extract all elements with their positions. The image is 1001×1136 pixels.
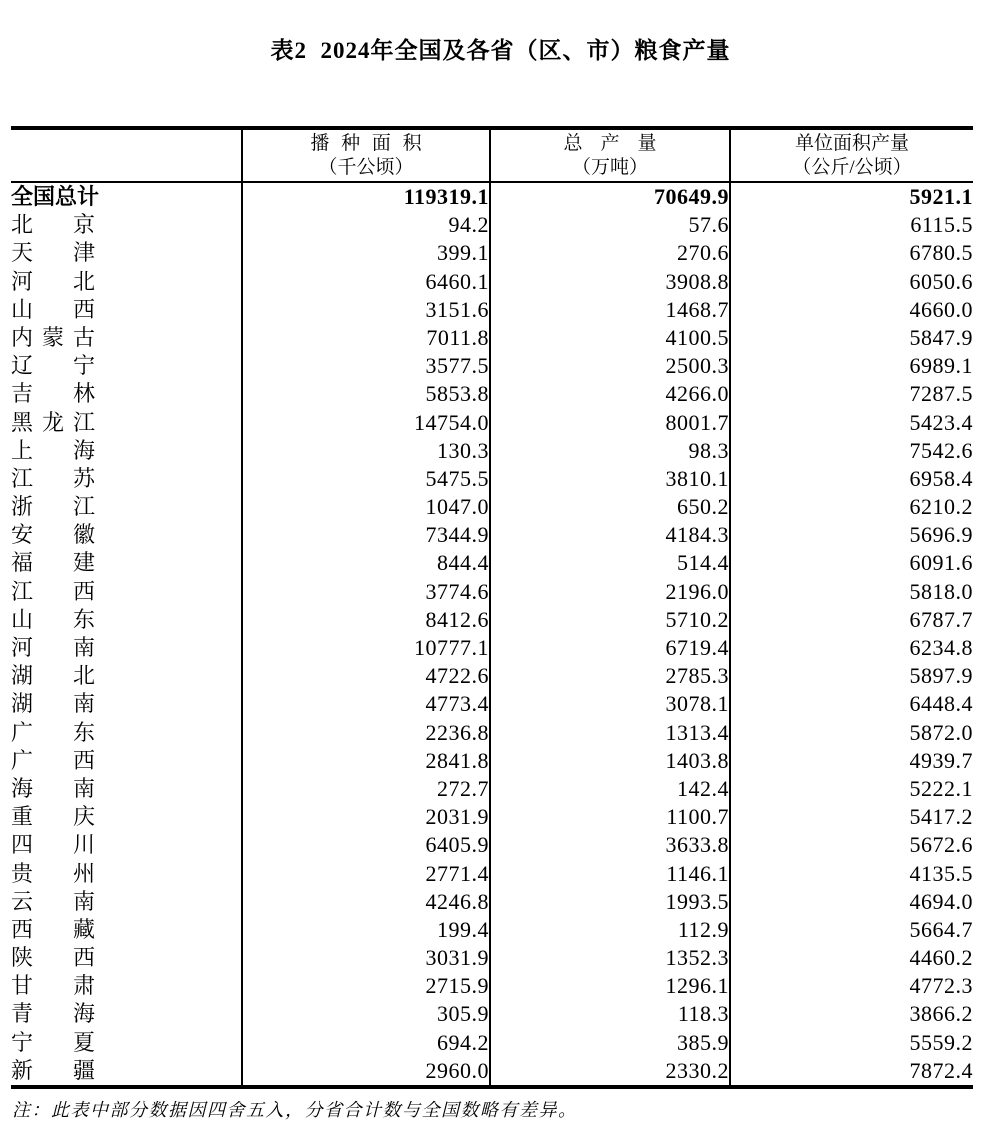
table-row xyxy=(11,268,973,296)
unit-yield-column-header xyxy=(730,128,973,182)
region-cell xyxy=(11,352,242,380)
unit-yield-value: 6448.4 xyxy=(730,690,973,718)
total-output-value: 1313.4 xyxy=(490,719,730,747)
table-row xyxy=(11,860,973,888)
unit-yield-value: 4939.7 xyxy=(730,747,973,775)
unit-yield-value: 6050.6 xyxy=(730,268,973,296)
unit-yield-value: 5423.4 xyxy=(730,409,973,437)
region-cell xyxy=(11,409,242,437)
region-name: 安徽 xyxy=(11,522,95,548)
sown-area-value: 694.2 xyxy=(242,1029,490,1057)
table-row xyxy=(11,662,973,690)
region-cell xyxy=(11,719,242,747)
footnote: 注：此表中部分数据因四舍五入，分省合计数与全国数略有差异。 xyxy=(12,1100,578,1120)
grain-production-table xyxy=(11,126,973,1089)
region-name: 江苏 xyxy=(11,465,95,491)
region-name: 湖北 xyxy=(11,663,95,689)
region-cell xyxy=(11,606,242,634)
unit-yield-value: 6780.5 xyxy=(730,239,973,267)
total-output-value: 1993.5 xyxy=(490,888,730,916)
total-output-value: 112.9 xyxy=(490,916,730,944)
region-cell xyxy=(11,1057,242,1087)
region-name: 天津 xyxy=(11,240,95,266)
sown-area-value: 7344.9 xyxy=(242,521,490,549)
total-output-value: 4266.0 xyxy=(490,380,730,408)
region-cell xyxy=(11,521,242,549)
total-output-value: 2330.2 xyxy=(490,1057,730,1087)
total-output-value: 2500.3 xyxy=(490,352,730,380)
region-cell xyxy=(11,944,242,972)
unit-yield-value: 5847.9 xyxy=(730,324,973,352)
sown-area-value: 4773.4 xyxy=(242,690,490,718)
region-name: 内蒙古 xyxy=(11,324,95,350)
total-output-value: 6719.4 xyxy=(490,634,730,662)
table-row xyxy=(11,803,973,831)
region-name: 新疆 xyxy=(11,1057,95,1083)
total-output-header-unit: （万吨） xyxy=(571,157,648,178)
total-output-value: 70649.9 xyxy=(490,182,730,211)
region-column-header xyxy=(11,128,242,182)
unit-yield-value: 5664.7 xyxy=(730,916,973,944)
total-output-value: 98.3 xyxy=(490,437,730,465)
total-output-value: 4184.3 xyxy=(490,521,730,549)
sown-area-value: 8412.6 xyxy=(242,606,490,634)
sown-area-value: 2031.9 xyxy=(242,803,490,831)
sown-area-value: 2771.4 xyxy=(242,860,490,888)
sown-area-value: 94.2 xyxy=(242,211,490,239)
region-name: 全国总计 xyxy=(11,184,100,209)
unit-yield-value: 5818.0 xyxy=(730,578,973,606)
sown-area-column-header xyxy=(242,128,490,182)
unit-yield-value: 4694.0 xyxy=(730,888,973,916)
unit-yield-value: 4135.5 xyxy=(730,860,973,888)
header-row xyxy=(11,128,973,182)
total-output-value: 118.3 xyxy=(490,1000,730,1028)
table-row xyxy=(11,944,973,972)
table-row xyxy=(11,352,973,380)
table-row xyxy=(11,719,973,747)
region-name: 西藏 xyxy=(11,916,95,942)
region-name: 上海 xyxy=(11,437,95,463)
table-row xyxy=(11,606,973,634)
sown-area-value: 3577.5 xyxy=(242,352,490,380)
sown-area-value: 10777.1 xyxy=(242,634,490,662)
region-name: 广西 xyxy=(11,747,95,773)
table-row xyxy=(11,409,973,437)
table-row xyxy=(11,831,973,859)
region-name: 广东 xyxy=(11,719,95,745)
total-output-value: 650.2 xyxy=(490,493,730,521)
total-output-value: 3078.1 xyxy=(490,690,730,718)
table-row xyxy=(11,296,973,324)
unit-yield-value: 5696.9 xyxy=(730,521,973,549)
sown-area-value: 7011.8 xyxy=(242,324,490,352)
sown-area-value: 305.9 xyxy=(242,1000,490,1028)
unit-yield-value: 6958.4 xyxy=(730,465,973,493)
unit-yield-value: 7542.6 xyxy=(730,437,973,465)
total-output-value: 3908.8 xyxy=(490,268,730,296)
region-cell xyxy=(11,690,242,718)
total-output-value: 1296.1 xyxy=(490,972,730,1000)
total-output-value: 514.4 xyxy=(490,549,730,577)
region-name: 吉林 xyxy=(11,381,95,407)
unit-yield-value: 4460.2 xyxy=(730,944,973,972)
table-row xyxy=(11,521,973,549)
total-output-value: 3810.1 xyxy=(490,465,730,493)
total-output-value: 270.6 xyxy=(490,239,730,267)
region-cell xyxy=(11,549,242,577)
unit-yield-value: 5417.2 xyxy=(730,803,973,831)
total-output-value: 2196.0 xyxy=(490,578,730,606)
unit-yield-value: 5672.6 xyxy=(730,831,973,859)
region-name: 重庆 xyxy=(11,804,95,830)
table-row xyxy=(11,493,973,521)
total-output-header-label: 总产量 xyxy=(563,133,675,154)
region-name: 陕西 xyxy=(11,945,95,971)
table-row xyxy=(11,1029,973,1057)
region-name: 山东 xyxy=(11,606,95,632)
region-cell xyxy=(11,380,242,408)
sown-area-value: 119319.1 xyxy=(242,182,490,211)
table-row xyxy=(11,324,973,352)
unit-yield-value: 5897.9 xyxy=(730,662,973,690)
table-row xyxy=(11,549,973,577)
region-name: 福建 xyxy=(11,550,95,576)
total-output-value: 1403.8 xyxy=(490,747,730,775)
sown-area-value: 2960.0 xyxy=(242,1057,490,1087)
region-cell xyxy=(11,1000,242,1028)
total-output-value: 1352.3 xyxy=(490,944,730,972)
sown-area-value: 4722.6 xyxy=(242,662,490,690)
total-output-value: 57.6 xyxy=(490,211,730,239)
table-row xyxy=(11,888,973,916)
sown-area-value: 2715.9 xyxy=(242,972,490,1000)
total-output-value: 385.9 xyxy=(490,1029,730,1057)
table-row xyxy=(11,747,973,775)
sown-area-value: 3151.6 xyxy=(242,296,490,324)
region-cell xyxy=(11,803,242,831)
unit-yield-value: 4660.0 xyxy=(730,296,973,324)
sown-area-value: 399.1 xyxy=(242,239,490,267)
table-row xyxy=(11,972,973,1000)
unit-yield-value: 3866.2 xyxy=(730,1000,973,1028)
region-name: 青海 xyxy=(11,1001,95,1027)
table-row xyxy=(11,465,973,493)
region-name: 河南 xyxy=(11,635,95,660)
table-row xyxy=(11,1000,973,1028)
total-output-value: 1146.1 xyxy=(490,860,730,888)
unit-yield-value: 4772.3 xyxy=(730,972,973,1000)
table-row xyxy=(11,211,973,239)
region-name: 浙江 xyxy=(11,494,95,520)
unit-yield-value: 6210.2 xyxy=(730,493,973,521)
region-cell xyxy=(11,972,242,1000)
unit-yield-value: 5222.1 xyxy=(730,775,973,803)
sown-area-value: 2236.8 xyxy=(242,719,490,747)
region-name: 甘肃 xyxy=(11,973,95,999)
region-cell xyxy=(11,465,242,493)
region-name: 山西 xyxy=(11,296,95,322)
total-output-value: 5710.2 xyxy=(490,606,730,634)
table-row xyxy=(11,578,973,606)
unit-yield-value: 5921.1 xyxy=(730,182,973,211)
region-cell xyxy=(11,634,242,662)
unit-yield-header-label: 单位面积产量 xyxy=(794,133,909,154)
sown-area-value: 6405.9 xyxy=(242,831,490,859)
unit-yield-value: 6091.6 xyxy=(730,549,973,577)
table-row xyxy=(11,916,973,944)
unit-yield-value: 6787.7 xyxy=(730,606,973,634)
region-name: 湖南 xyxy=(11,691,95,717)
region-name: 河北 xyxy=(11,268,95,294)
unit-yield-value: 6989.1 xyxy=(730,352,973,380)
total-output-column-header xyxy=(490,128,730,182)
table-row xyxy=(11,634,973,662)
total-output-value: 4100.5 xyxy=(490,324,730,352)
region-cell xyxy=(11,239,242,267)
total-output-value: 1100.7 xyxy=(490,803,730,831)
sown-area-value: 130.3 xyxy=(242,437,490,465)
region-name: 四川 xyxy=(11,832,95,858)
region-name: 宁夏 xyxy=(11,1029,95,1055)
sown-area-value: 5475.5 xyxy=(242,465,490,493)
region-cell xyxy=(11,860,242,888)
total-output-value: 3633.8 xyxy=(490,831,730,859)
table-row xyxy=(11,775,973,803)
region-cell xyxy=(11,268,242,296)
sown-area-value: 272.7 xyxy=(242,775,490,803)
sown-area-value: 14754.0 xyxy=(242,409,490,437)
table-row xyxy=(11,182,973,211)
region-cell xyxy=(11,1029,242,1057)
table-row xyxy=(11,690,973,718)
unit-yield-value: 6234.8 xyxy=(730,634,973,662)
region-name: 云南 xyxy=(11,888,95,914)
region-cell xyxy=(11,296,242,324)
sown-area-value: 3031.9 xyxy=(242,944,490,972)
total-output-value: 142.4 xyxy=(490,775,730,803)
sown-area-header-unit: （千公顷） xyxy=(318,157,414,178)
table-row xyxy=(11,239,973,267)
unit-yield-value: 5559.2 xyxy=(730,1029,973,1057)
region-cell xyxy=(11,493,242,521)
region-cell xyxy=(11,888,242,916)
sown-area-header-label: 播种面积 xyxy=(310,133,434,154)
region-cell xyxy=(11,747,242,775)
total-output-value: 8001.7 xyxy=(490,409,730,437)
region-name: 江西 xyxy=(11,578,95,604)
unit-yield-header-unit: （公斤/公顷） xyxy=(792,157,912,178)
region-cell xyxy=(11,662,242,690)
table-row xyxy=(11,437,973,465)
total-output-value: 2785.3 xyxy=(490,662,730,690)
sown-area-value: 5853.8 xyxy=(242,380,490,408)
region-name: 贵州 xyxy=(11,860,95,886)
total-output-value: 1468.7 xyxy=(490,296,730,324)
region-cell xyxy=(11,437,242,465)
unit-yield-value: 5872.0 xyxy=(730,719,973,747)
sown-area-value: 199.4 xyxy=(242,916,490,944)
unit-yield-value: 7287.5 xyxy=(730,380,973,408)
region-name: 辽宁 xyxy=(11,353,95,379)
region-name: 北京 xyxy=(11,212,95,238)
table-row xyxy=(11,1057,973,1087)
region-cell xyxy=(11,775,242,803)
table-title: 表2 2024年全国及各省（区、市）粮食产量 xyxy=(270,38,731,63)
region-name: 黑龙江 xyxy=(11,409,95,435)
sown-area-value: 2841.8 xyxy=(242,747,490,775)
region-cell xyxy=(11,578,242,606)
unit-yield-value: 7872.4 xyxy=(730,1057,973,1087)
table-row xyxy=(11,380,973,408)
region-cell xyxy=(11,916,242,944)
sown-area-value: 844.4 xyxy=(242,549,490,577)
unit-yield-value: 6115.5 xyxy=(730,211,973,239)
region-cell xyxy=(11,211,242,239)
sown-area-value: 4246.8 xyxy=(242,888,490,916)
sown-area-value: 1047.0 xyxy=(242,493,490,521)
region-name: 海南 xyxy=(11,775,95,801)
sown-area-value: 3774.6 xyxy=(242,578,490,606)
sown-area-value: 6460.1 xyxy=(242,268,490,296)
region-cell xyxy=(11,324,242,352)
region-cell xyxy=(11,831,242,859)
region-cell xyxy=(11,182,242,211)
